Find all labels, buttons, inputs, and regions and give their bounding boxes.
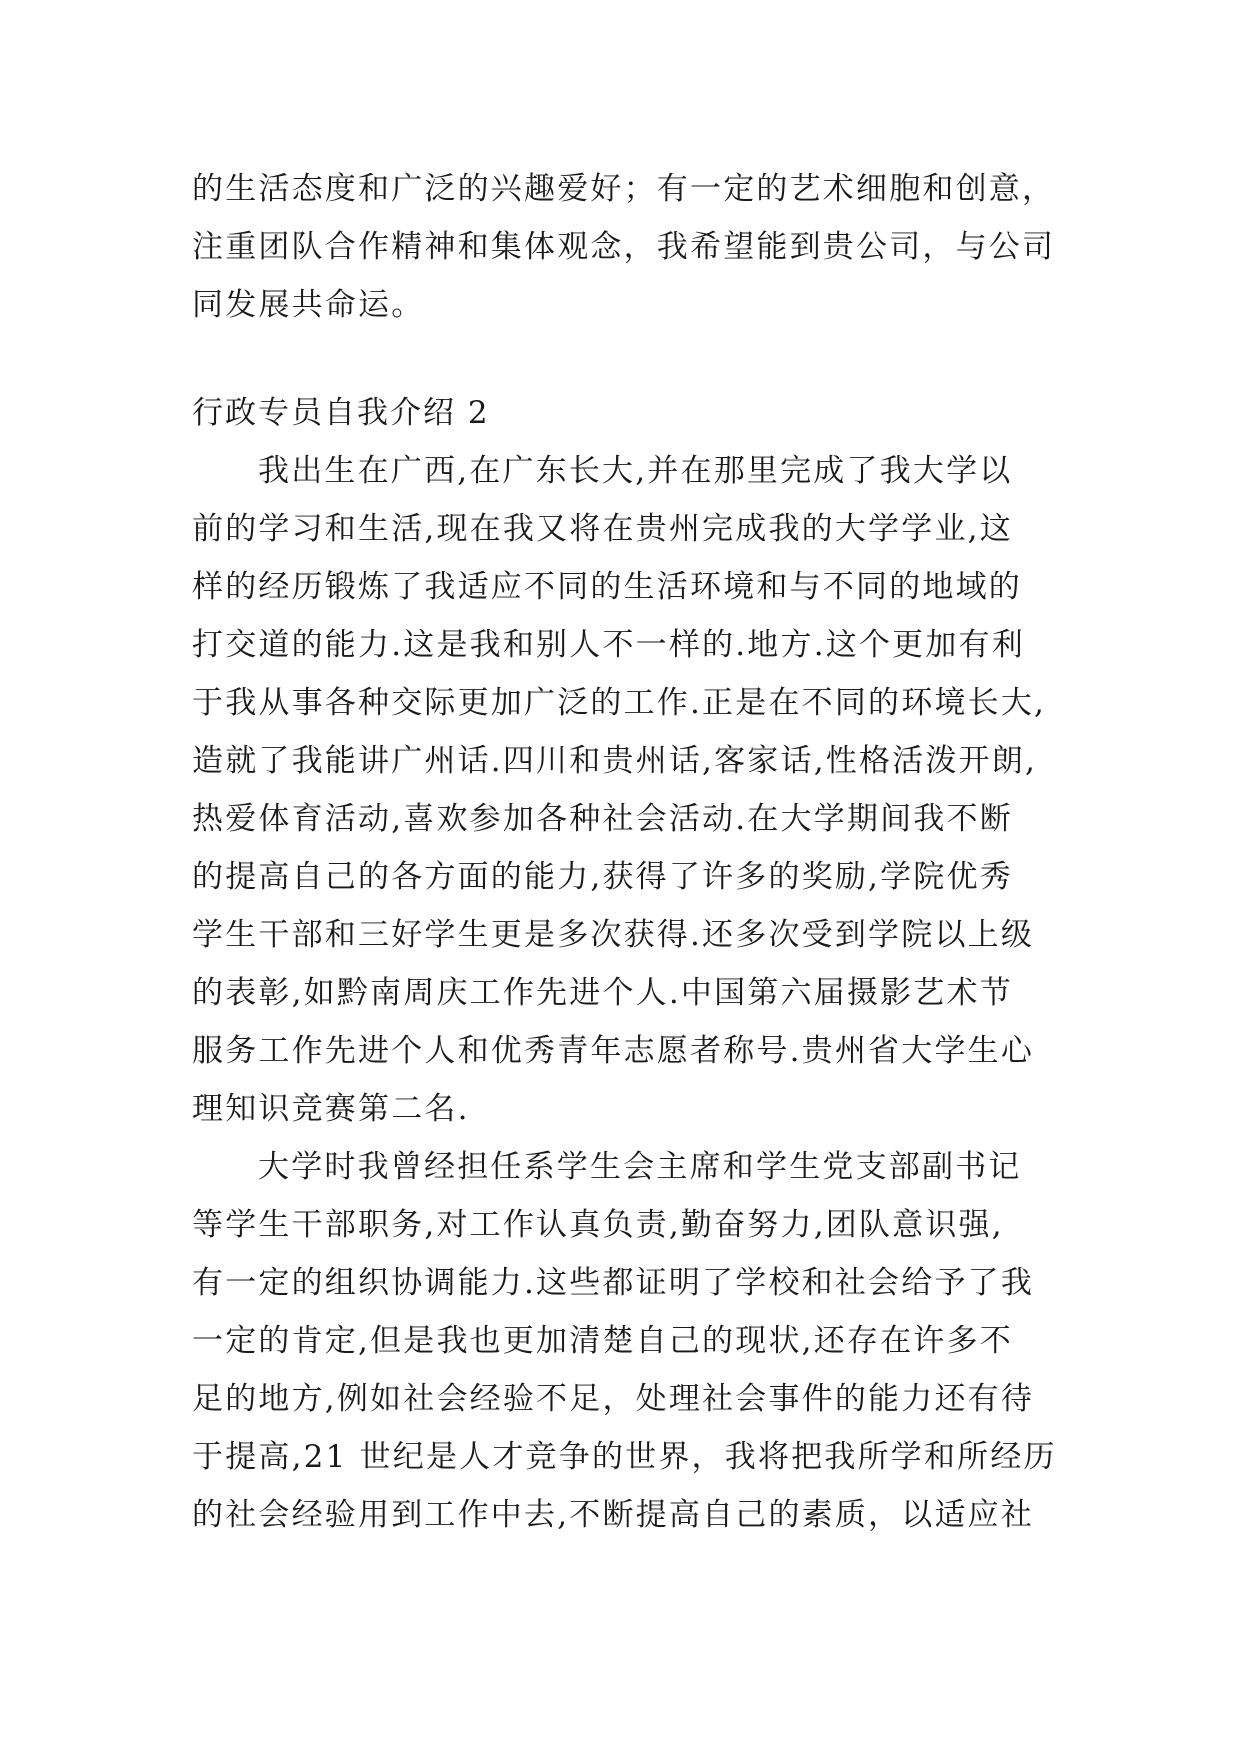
text-line: 同发展共命运。	[192, 287, 425, 323]
text-line: 注重团队合作精神和集体观念，我希望能到贵公司，与公司	[192, 229, 1056, 265]
text-line: 等学生干部职务,对工作认真负责,勤奋努力,团队意识强,	[192, 1207, 1004, 1243]
intro-continuation-paragraph	[192, 160, 1056, 334]
text-line: 的社会经验用到工作中去,不断提高自己的素质，以适应社	[192, 1497, 1035, 1533]
text-line: 有一定的组织协调能力.这些都证明了学校和社会给予了我	[192, 1265, 1035, 1301]
text-line: 大学时我曾经担任系学生会主席和学生党支部副书记	[258, 1149, 1022, 1185]
section-title: 行政专员自我介绍 2	[192, 395, 490, 431]
text-line: 的生活态度和广泛的兴趣爱好；有一定的艺术细胞和创意，	[192, 171, 1056, 207]
text-line: 的提高自己的各方面的能力,获得了许多的奖励,学院优秀	[192, 859, 1013, 895]
text-line: 热爱体育活动,喜欢参加各种社会活动.在大学期间我不断	[192, 801, 1013, 837]
paragraph-gap	[192, 334, 1052, 384]
text-line: 造就了我能讲广州话.四川和贵州话,客家话,性格活泼开朗,	[192, 743, 1038, 779]
text-line: 我出生在广西,在广东长大,并在那里完成了我大学以	[258, 453, 1013, 489]
text-line: 服务工作先进个人和优秀青年志愿者称号.贵州省大学生心	[192, 1033, 1035, 1069]
paragraph-2	[192, 1138, 1057, 1544]
text-line: 前的学习和生活,现在我又将在贵州完成我的大学学业,这	[192, 511, 1013, 547]
text-line: 于提高,21 世纪是人才竞争的世界，我将把我所学和所经历	[192, 1439, 1057, 1475]
text-line: 打交道的能力.这是我和别人不一样的.地方.这个更加有利	[192, 627, 1025, 663]
text-line: 的表彰,如黔南周庆工作先进个人.中国第六届摄影艺术节	[192, 975, 1013, 1011]
text-line: 足的地方,例如社会经验不足，处理社会事件的能力还有待	[192, 1381, 1035, 1417]
text-line: 于我从事各种交际更加广泛的工作.正是在不同的环境长大,	[192, 685, 1047, 721]
text-line: 一定的肯定,但是我也更加清楚自己的现状,还存在许多不	[192, 1323, 1013, 1359]
text-line: 样的经历锻炼了我适应不同的生活环境和与不同的地域的	[192, 569, 1022, 605]
document-body	[192, 160, 1057, 1544]
text-line: 理知识竞赛第二名.	[192, 1091, 470, 1127]
paragraph-1	[192, 442, 1052, 1138]
text-line: 学生干部和三好学生更是多次获得.还多次受到学院以上级	[192, 917, 1035, 953]
